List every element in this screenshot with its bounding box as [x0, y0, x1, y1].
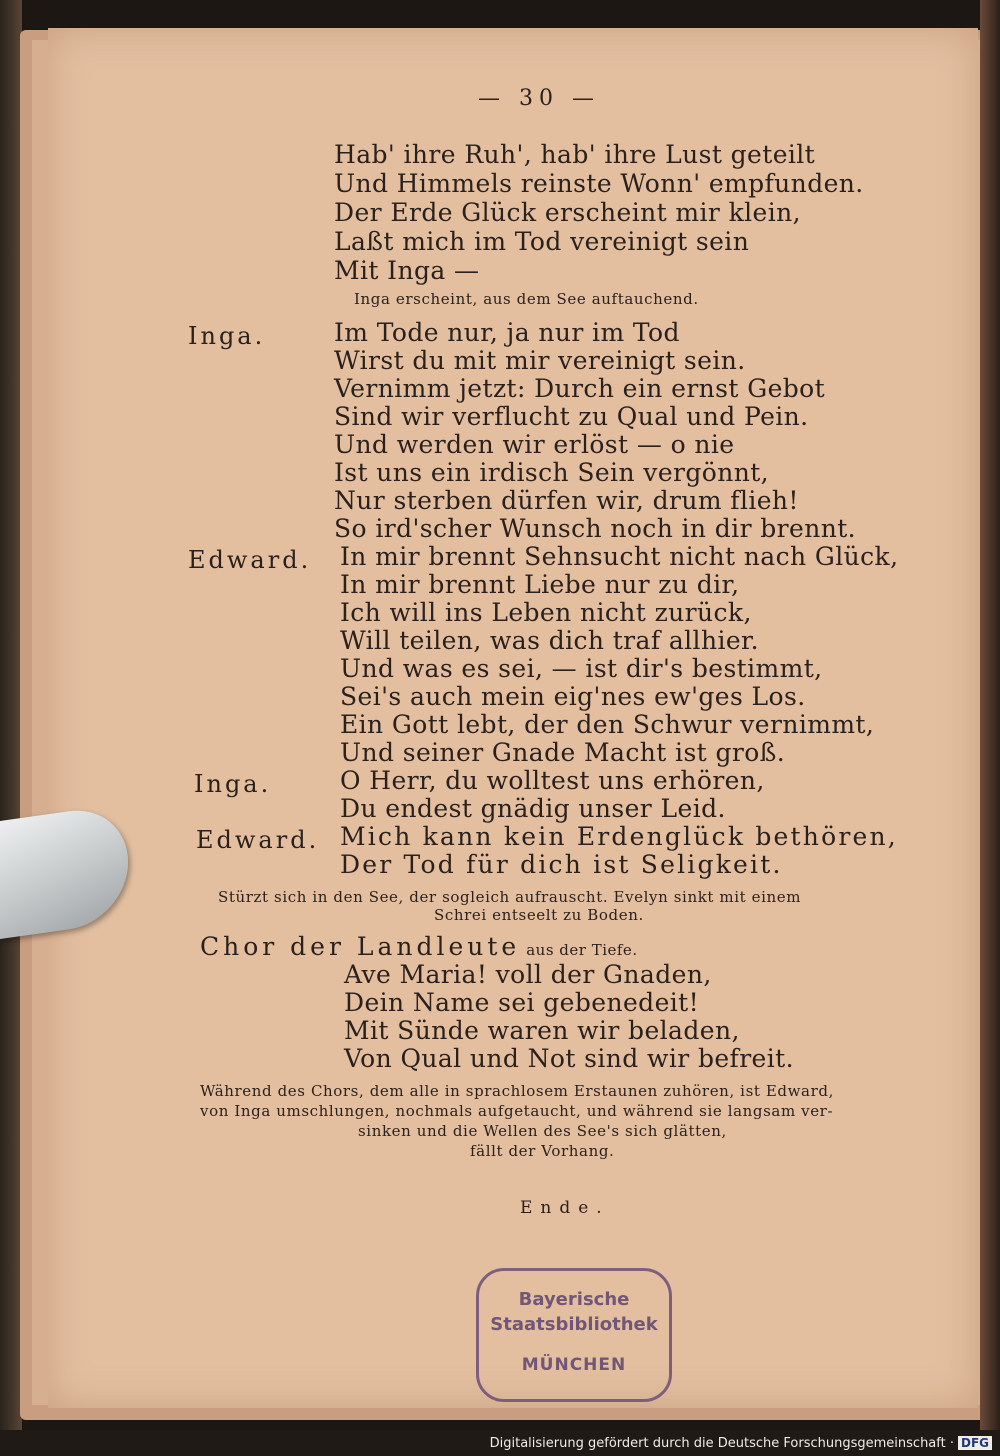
end-marker: Ende. — [520, 1198, 610, 1218]
speaker-name: Inga. — [194, 770, 272, 798]
verse-line: In mir brennt Sehnsucht nicht nach Glück, — [340, 542, 899, 571]
verse-line: Und was es sei, — ist dir's bestimmt, — [340, 654, 823, 683]
verse-line: Will teilen, was dich traf allhier. — [340, 626, 759, 655]
verse-line: Du endest gnädig unser Leid. — [340, 794, 726, 823]
verse-line: Nur sterben dürfen wir, drum flieh! — [334, 486, 799, 515]
chor-heading — [200, 932, 638, 961]
verse-line: Laßt mich im Tod vereinigt sein — [334, 227, 750, 256]
stamp-line: MÜNCHEN — [521, 1355, 627, 1375]
verse-line: Wirst du mit mir vereinigt sein. — [334, 346, 746, 375]
verse-line: Mit Inga — — [334, 256, 480, 285]
stage-direction: fällt der Vorhang. — [470, 1142, 615, 1160]
verse-line: Ein Gott lebt, der den Schwur vernimmt, — [340, 710, 875, 739]
stamp-line: Bayerische — [518, 1289, 630, 1310]
stage-direction: sinken und die Wellen des See's sich glätten, — [358, 1122, 727, 1140]
speaker-name: Edward. — [188, 546, 312, 574]
verse-line: Sind wir verflucht zu Qual und Pein. — [334, 402, 809, 431]
verse-line: Von Qual und Not sind wir befreit. — [344, 1044, 794, 1073]
verse-line: Mit Sünde waren wir beladen, — [344, 1016, 740, 1045]
verse-line: Der Tod für dich ist Seligkeit. — [340, 850, 783, 879]
verse-line: Dein Name sei gebenedeit! — [344, 988, 700, 1017]
footer-text: Digitalisierung gefördert durch die Deutsche Forschungsgemeinschaft · — [489, 1436, 954, 1451]
book-binding — [0, 0, 22, 1456]
verse-line: Ave Maria! voll der Gnaden, — [344, 960, 712, 989]
library-stamp — [476, 1268, 672, 1402]
book-right-edge — [980, 0, 1000, 1456]
chor-label: Chor der Landleute — [200, 932, 521, 961]
stage-direction: Während des Chors, dem alle in sprachlosem Erstaunen zuhören, ist Edward, — [200, 1082, 834, 1100]
page-number: — 30 — — [478, 86, 600, 111]
verse-line: Im Tode nur, ja nur im Tod — [334, 318, 680, 347]
verse-line: Und seiner Gnade Macht ist groß. — [340, 738, 786, 767]
chor-note: aus der Tiefe. — [526, 941, 638, 959]
verse-line: Ist uns ein irdisch Sein vergönnt, — [334, 458, 770, 487]
verse-line: Vernimm jetzt: Durch ein ernst Gebot — [334, 374, 826, 403]
verse-line: Und werden wir erlöst — o nie — [334, 430, 735, 459]
verse-line: Und Himmels reinste Wonn' empfunden. — [334, 169, 864, 198]
verse-line: Mich kann kein Erdenglück bethören, — [340, 822, 898, 851]
dfg-logo: DFG — [958, 1436, 992, 1450]
verse-line: O Herr, du wolltest uns erhören, — [340, 766, 765, 795]
verse-line: Sei's auch mein eig'nes ew'ges Los. — [340, 682, 806, 711]
verse-line: Ich will ins Leben nicht zurück, — [340, 598, 752, 627]
stamp-line: Staatsbibliothek — [490, 1314, 658, 1335]
stage-direction: Schrei entseelt zu Boden. — [434, 906, 644, 924]
speaker-name: Inga. — [188, 322, 266, 350]
verse-line: So ird'scher Wunsch noch in dir brennt. — [334, 514, 857, 543]
verse-line: Der Erde Glück erscheint mir klein, — [334, 198, 801, 227]
stage-direction: Stürzt sich in den See, der sogleich aufrauscht. Evelyn sinkt mit einem — [218, 888, 802, 906]
stage-direction: von Inga umschlungen, nochmals aufgetaucht, und während sie langsam ver- — [200, 1102, 834, 1120]
stage-direction: Inga erscheint, aus dem See auftauchend. — [354, 290, 699, 308]
speaker-name: Edward. — [196, 826, 320, 854]
digitization-credit — [490, 1436, 992, 1451]
verse-line: Hab' ihre Ruh', hab' ihre Lust geteilt — [334, 140, 816, 169]
verse-line: In mir brennt Liebe nur zu dir, — [340, 570, 740, 599]
